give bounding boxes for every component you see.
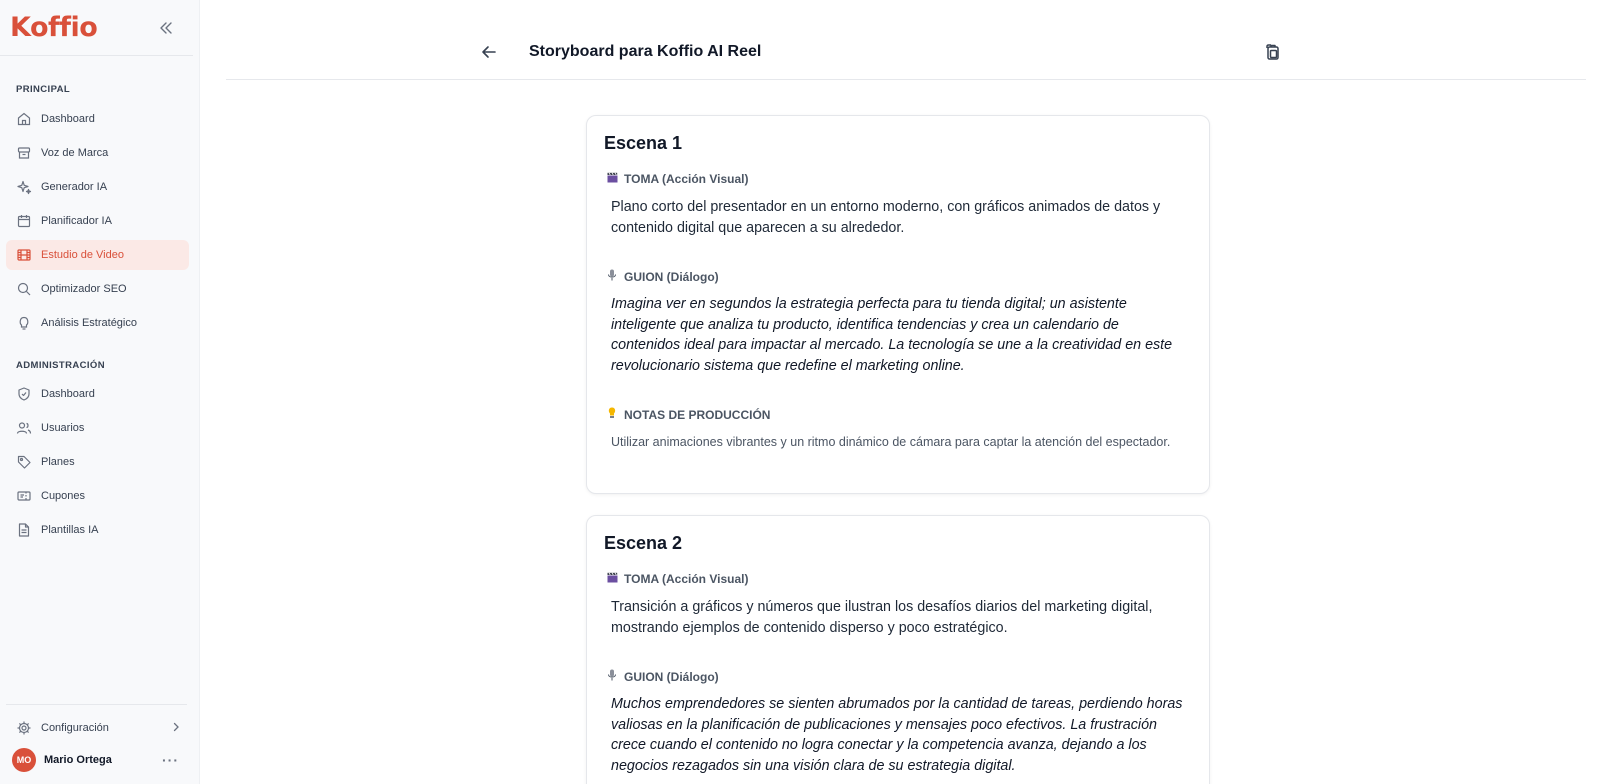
copy-clipboard-icon[interactable] bbox=[1263, 42, 1285, 64]
ticket-icon bbox=[16, 488, 32, 504]
page-title: Storyboard para Koffio AI Reel bbox=[529, 43, 762, 60]
avatar: MO bbox=[12, 748, 36, 772]
sidebar-item-label: Planes bbox=[41, 456, 75, 468]
sidebar-header bbox=[0, 0, 193, 56]
nav-admin bbox=[6, 379, 189, 549]
sidebar-item-label: Voz de Marca bbox=[41, 147, 109, 159]
lightbulb-icon bbox=[606, 407, 618, 422]
gear-icon bbox=[16, 720, 32, 736]
toma-label-text: TOMA (Acción Visual) bbox=[624, 572, 749, 586]
lightbulb-icon bbox=[16, 315, 32, 331]
notas-text: Utilizar animaciones vibrantes y un ritmo dinámico de cámara para captar la atención del espectador. bbox=[611, 435, 1171, 449]
microphone-icon bbox=[606, 269, 618, 284]
home-icon bbox=[16, 111, 32, 127]
sidebar-item-label: Generador IA bbox=[41, 181, 108, 193]
sidebar-footer bbox=[6, 704, 187, 775]
scene-card bbox=[586, 515, 1210, 784]
user-menu[interactable] bbox=[6, 745, 187, 775]
nav-principal bbox=[6, 104, 189, 342]
scene-card bbox=[586, 115, 1210, 494]
film-icon bbox=[16, 247, 32, 263]
section-label-principal: PRINCIPAL bbox=[16, 84, 71, 95]
sidebar-item-label: Estudio de Video bbox=[41, 249, 124, 261]
guion-text: Muchos emprendedores se sienten abrumados por la cantidad de tareas, perdiendo horas valiosas en la planificación de publicaciones y mensajes poco efectivos. La frustración crece cuando el contenido no logra conectar y la competencia avanza, dejando a los negocios rezagados sin una visión clara de su estrategia digital. bbox=[611, 696, 1183, 774]
sidebar-item-plantillas-ia[interactable] bbox=[6, 515, 189, 545]
sidebar-item-dashboard[interactable] bbox=[6, 104, 189, 134]
sidebar-item-label: Análisis Estratégico bbox=[41, 317, 137, 329]
document-icon bbox=[16, 522, 32, 538]
more-options-icon[interactable]: ··· bbox=[162, 752, 179, 768]
sidebar-item-analisis-estrategico[interactable] bbox=[6, 308, 189, 338]
sidebar-item-label: Planificador IA bbox=[41, 215, 112, 227]
sparkles-icon bbox=[16, 179, 32, 195]
guion-label-text: GUION (Diálogo) bbox=[624, 269, 719, 284]
section-label-administracion: ADMINISTRACIÓN bbox=[16, 360, 105, 371]
sidebar-item-optimizador-seo[interactable] bbox=[6, 274, 189, 304]
sidebar-item-label: Plantillas IA bbox=[41, 524, 99, 536]
sidebar-item-voz-de-marca[interactable] bbox=[6, 138, 189, 168]
toma-label bbox=[606, 572, 748, 586]
main-content bbox=[200, 0, 1600, 784]
users-icon bbox=[16, 420, 32, 436]
sidebar-item-admin-dashboard[interactable] bbox=[6, 379, 189, 409]
sidebar bbox=[0, 0, 200, 784]
user-name: Mario Ortega bbox=[44, 754, 112, 766]
back-arrow-icon[interactable] bbox=[479, 42, 499, 62]
calendar-icon bbox=[16, 213, 32, 229]
guion-label bbox=[606, 669, 719, 684]
page-header bbox=[226, 0, 1586, 80]
shield-icon bbox=[16, 386, 32, 402]
sidebar-item-cupones[interactable] bbox=[6, 481, 189, 511]
scene-title: Escena 2 bbox=[604, 533, 683, 553]
sidebar-item-label: Usuarios bbox=[41, 422, 85, 434]
chevron-right-icon bbox=[171, 722, 181, 735]
clapperboard-icon bbox=[606, 172, 618, 186]
collapse-sidebar-icon[interactable] bbox=[157, 19, 175, 37]
sidebar-item-label: Dashboard bbox=[41, 113, 95, 125]
brand-logo[interactable]: Koffio bbox=[10, 12, 98, 43]
clapperboard-icon bbox=[606, 572, 618, 586]
search-icon bbox=[16, 281, 32, 297]
sidebar-item-label: Cupones bbox=[41, 490, 86, 502]
guion-text: Imagina ver en segundos la estrategia perfecta para tu tienda digital; un asistente inteligente que analiza tu producto, identifica tendencias y crea un calendario de contenidos ideal para impactar al mercado. La tecnología se une a la creatividad en este revolucionario sistema que redefine el marketing online. bbox=[611, 296, 1173, 374]
guion-label bbox=[606, 269, 719, 284]
sidebar-item-planificador-ia[interactable] bbox=[6, 206, 189, 236]
settings-button[interactable] bbox=[6, 711, 187, 745]
toma-text: Plano corto del presentador en un entorno moderno, con gráficos animados de datos y contenido digital que aparecen a su alrededor. bbox=[611, 199, 1161, 236]
toma-text: Transición a gráficos y números que ilustran los desafíos diarios del marketing digital, mostrando ejemplos de contenido disperso y poco estratégico. bbox=[611, 599, 1153, 636]
sidebar-item-generador-ia[interactable] bbox=[6, 172, 189, 202]
toma-label-text: TOMA (Acción Visual) bbox=[624, 172, 749, 186]
microphone-icon bbox=[606, 669, 618, 684]
guion-label-text: GUION (Diálogo) bbox=[624, 669, 719, 684]
sidebar-item-planes[interactable] bbox=[6, 447, 189, 477]
tag-icon bbox=[16, 454, 32, 470]
notas-label bbox=[606, 407, 770, 422]
settings-label: Configuración bbox=[41, 722, 109, 734]
sidebar-item-estudio-de-video[interactable] bbox=[6, 240, 189, 270]
notas-label-text: NOTAS DE PRODUCCIÓN bbox=[624, 407, 771, 422]
sidebar-item-label: Dashboard bbox=[41, 388, 95, 400]
sidebar-item-usuarios[interactable] bbox=[6, 413, 189, 443]
scene-title: Escena 1 bbox=[604, 133, 683, 153]
archive-icon bbox=[16, 145, 32, 161]
sidebar-item-label: Optimizador SEO bbox=[41, 283, 127, 295]
toma-label bbox=[606, 172, 748, 186]
